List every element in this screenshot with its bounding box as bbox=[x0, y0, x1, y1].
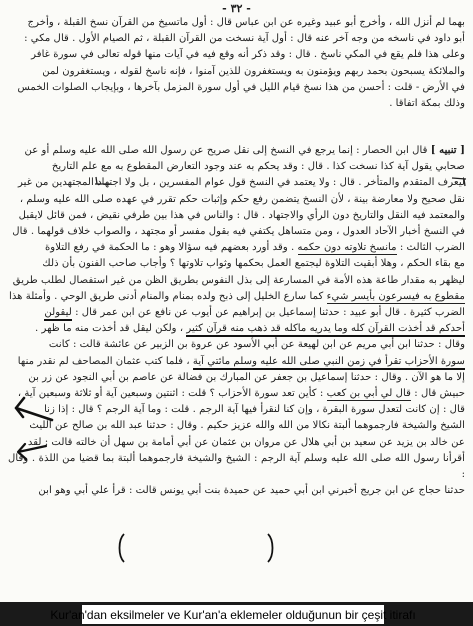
note-label: [ تنبيه ] bbox=[430, 144, 465, 156]
text-line: ليعرف المتقدم والمتأخر . قال : ولا يعتمد في النسخ قول عوام المفسرين ، بل ولا اجتهاد المجتهدين من غير bbox=[18, 177, 465, 189]
text-line: بهما لم أنزل الله ، وأخرج أبو عبيد وغيره عن ابن عباس قال : أول ماتسيخ من القرآن نسخ القبلة ، وأخرج bbox=[27, 17, 465, 28]
text-line: صحابي يقول آية كذا نسخت كذا . قال : وقد يحكم به عند وجود التعارض المقطوع به مع علم التاريخ bbox=[51, 161, 465, 173]
text-line bbox=[8, 321, 465, 337]
text-line: أبو داود في ناسخه من وجه آخر عنه قال : أول آية نسخت من القرآن القبلة ، ثم الصيام الأول . قال مكي : bbox=[24, 33, 465, 45]
underlined-phrase: ليقولن bbox=[44, 307, 71, 321]
image-caption: Kur'an'dan eksilmeler ve Kur'an'a eklemeler olduğunun bir çeşit itirafı bbox=[82, 605, 384, 624]
text-line bbox=[8, 354, 465, 370]
text-line: في الأرض - قلت : أحسن من هذا نسخ قيام الليل في أول سورة المزمل بآخرها ، وبإيجاب الصلوات الخمس bbox=[17, 81, 465, 93]
text-line: ليظهر به مقدار طاعة هذه الأمة في المسارعة إلى بذل النفوس بطريق الظن من غير استفصال لطلب طريق bbox=[12, 274, 465, 286]
text-line: إلا ما هو الآن . وقال : حدثنا إسماعيل بن جعفر عن المبارك بن فضالة عن عاصم بن أبي النجود عن زر بن bbox=[28, 371, 465, 383]
text-segment: حبيش قال : bbox=[414, 388, 465, 400]
text-segment: كما سارع الخليل إلى ذبح ولده بمنام والمنام أدنى طريق الوحي . وأمثلة هذا bbox=[8, 290, 324, 302]
text-segment: ، ولكن ليقل قد أخذت منه ما ظهر . bbox=[34, 323, 184, 335]
text-segment: ، فلما كتب عثمان المصاحف لم نقدر منها bbox=[17, 355, 190, 367]
text-line: نقل صحيح ولا معارضة بينة ، لأن النسخ يتضمن رفع حكم وإثبات حكم تقرر في عهده صلى الله عليه وسلم ، bbox=[19, 193, 465, 205]
text-line bbox=[8, 386, 465, 402]
page-number: - ٣٢ - bbox=[222, 2, 251, 15]
text-line: والمعتمد فيه النقل والتاريخ دون الرأي والاجتهاد . قال : والناس في هذا بين طرفي نقيض ، فمن قائل لايقبل bbox=[18, 209, 465, 221]
text-segment: . وقد أورد بعضهم فيه سؤالا وهو : ما الحكمة في رفع التلاوة bbox=[44, 242, 295, 254]
text-line: في النسخ أخبار الآحاد العدول ، ومن متساهل يكتفي فيه بقول مفسر أو مجتهد ، والصواب خلاف قولهما . قال bbox=[12, 226, 465, 238]
underlined-phrase: مانسخ تلاوته دون حكمه bbox=[297, 242, 397, 254]
text-line: أقرأنا رسول الله صلى الله عليه وسلم آية الرجم : الشيخ والشيخة فارجموهما ألبتة بما قضيا من اللذة . وقال : bbox=[8, 452, 465, 481]
text-line bbox=[8, 305, 465, 321]
text-segment: الضرب كثيرة . قال أبو عبيد : حدثنا إسماعيل بن إبراهيم عن أيوب عن نافع عن ابن عمر قال : bbox=[75, 307, 465, 319]
bracket-mark bbox=[268, 534, 273, 562]
text-line bbox=[8, 289, 465, 305]
text-segment: : كأين تعد سورة الأحزاب ؟ قلت : اثنتين وسبعين آية أو ثلاثة وسبعين آية ، bbox=[17, 388, 324, 400]
text-line: حدثنا حجاج عن ابن جريج أخبرني ابن أبي حميد عن حميدة بنت أبي يونس قالت : قرأ علي أبي وهو ابن bbox=[38, 485, 465, 497]
underlined-phrase: قال لي أبي بن كعب bbox=[326, 388, 412, 400]
underlined-phrase: أحدكم قد أخذت القرآن كله وما يدريه ماكله قد ذهب منه قرآن كثير bbox=[186, 323, 465, 337]
note-section bbox=[8, 142, 465, 499]
text-segment: الضرب الثالث : bbox=[399, 242, 465, 254]
text-line: مع بقاء الحكم ، وهلا أبقيت التلاوة ليجتمع العمل بحكمها وثواب تلاوتها ؟ وأجاب صاحب الفنون بأن ذلك bbox=[42, 258, 465, 270]
text-line bbox=[8, 142, 465, 159]
text-line: الشيخ والشيخة فارجموهما ألبتة نكالا من الله والله عزيز حكيم . وقال : حدثنا عبد الله بن صالح عن الليث bbox=[29, 420, 465, 432]
bracket-mark bbox=[120, 534, 125, 562]
underlined-phrase: مقطوع به فيسرعون بأيسر شيء bbox=[326, 290, 465, 302]
text-line: قال : إن كانت لتعدل سورة البقرة ، وإن كنا لنقرأ فيها آية الرجم . قلت : وما آية الرجم ؟ قال : إذا زنا bbox=[44, 404, 465, 416]
text-line: والملائكة يسبحون بحمد ربهم ويؤمنون به ويستغفرون للذين آمنوا ، فإنه ناسخ لقوله ، ويستغفرون لمن bbox=[42, 65, 465, 77]
text-line: وعلى هذا فلم يقع في المكي ناسخ . قال : وقد ذكر أنه وقع فيه في آيات منها قوله تعالى في سورة غافر bbox=[31, 49, 465, 61]
underlined-phrase: سورة الأحزاب تقرأ في زمن النبي صلى الله عليه وسلم مائتي آية bbox=[193, 356, 465, 370]
text-segment: قال ابن الحصار : إنما يرجع في النسخ إلى نقل صريح عن رسول الله صلى الله عليه وسلم أو عن bbox=[24, 145, 428, 156]
text-line: عن خالد بن يزيد عن سعيد بن أبي هلال عن مروان بن عثمان عن أبي أمامة بن سهل أن خالته قالت : لقد bbox=[27, 436, 465, 448]
text-line: وذلك بمكة اتفاقا . bbox=[389, 98, 465, 110]
text-line: وقال : حدثنا ابن أبي مريم عن ابن لهيعة عن أبي الأسود عن عروة بن الزبير عن عائشة قالت : كانت bbox=[48, 339, 465, 351]
text-line bbox=[8, 240, 465, 256]
top-paragraph bbox=[8, 15, 465, 112]
